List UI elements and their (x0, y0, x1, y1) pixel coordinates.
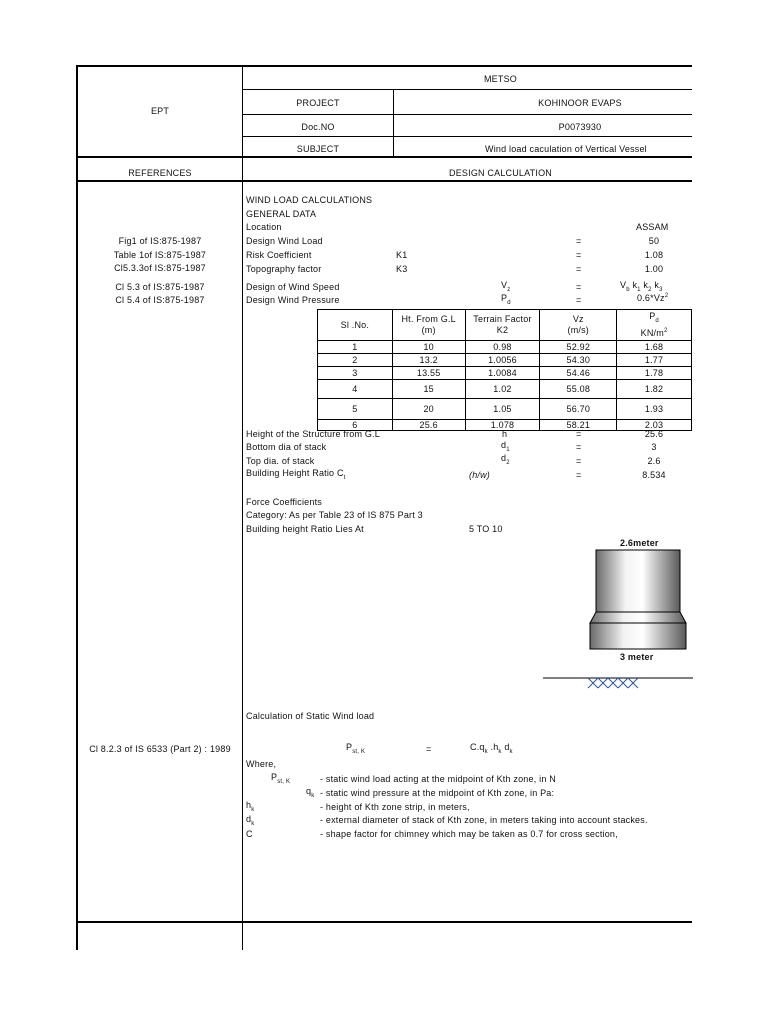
table-row (318, 367, 692, 380)
cell: 1.93 (617, 399, 692, 420)
formula-eq: = (426, 744, 432, 754)
top-dia-symbol: $d_2$ (501, 453, 510, 466)
force-category: Category: As per Table 23 of IS 875 Part 3 (246, 510, 423, 520)
frame-top-border (76, 65, 692, 67)
cell: 6 (318, 420, 393, 431)
formula-lhs: $P_{st, K}$ (346, 742, 366, 755)
def-hk-text: - height of Kth zone strip, in meters, (320, 802, 470, 812)
cell: 1.078 (465, 420, 540, 431)
wind-load-eq: = (576, 236, 582, 246)
reference-fig1: Fig1 of IS:875-1987 (118, 236, 202, 246)
header-bottom-border (76, 156, 692, 158)
cell: 4 (318, 380, 393, 399)
wind-load-label: Design Wind Load (246, 236, 323, 246)
stack-upper-section (596, 550, 680, 612)
header-sl-no: Sl .No. (318, 310, 393, 341)
wind-pressure-formula: 0.6*Vz$^2$ (637, 293, 669, 303)
wind-pressure-table (317, 309, 692, 431)
diagram-bottom-label: 3 meter (620, 652, 654, 662)
header-vz: Vz (m/s) (540, 310, 617, 341)
reference-table1: Table 1of IS:875-1987 (113, 250, 207, 260)
cell: 1.02 (465, 380, 540, 399)
stack-transition (590, 612, 686, 623)
reference-cl533: Cl5.3.3of IS:875-1987 (114, 263, 206, 273)
def-qk-text: - static wind pressure at the midpoint of Kth zone, in Pa: (320, 788, 555, 798)
cell: 5 (318, 399, 393, 420)
references-heading: REFERENCES (128, 168, 192, 178)
wind-speed-formula: $V_b$ $k_1$ $k_2$ $k_3$ (620, 280, 663, 293)
def-c-text: - shape factor for chimney which may be taken as 0.7 for cross section, (320, 829, 618, 839)
height-ratio-label: Building Height Ratio $C_t$ (246, 468, 346, 481)
header-pd: $P_d$ $KN/m^2$ (617, 310, 692, 341)
table-row (318, 354, 692, 367)
def-qk-symbol: $q_k$ (306, 786, 315, 799)
cell: 0.98 (465, 341, 540, 354)
cell: 10 (392, 341, 465, 354)
cell: 2 (318, 354, 393, 367)
table-row (318, 380, 692, 399)
location-label: Location (246, 222, 282, 232)
columns-bottom-border (76, 180, 692, 182)
bottom-dia-symbol: $d_1$ (501, 440, 510, 453)
docno-label: Doc.NO (301, 122, 335, 132)
cell: 54.30 (540, 354, 617, 367)
structure-height-value: 25.6 (644, 429, 664, 439)
cell: 2.03 (617, 420, 692, 431)
def-pst-symbol: $P_{st, K}$ (271, 772, 291, 785)
bottom-dia-value: 3 (651, 442, 657, 452)
wind-speed-label: Design of Wind Speed (246, 282, 340, 292)
cell: 1.05 (465, 399, 540, 420)
def-c-symbol: C (246, 829, 253, 839)
risk-coefficient-eq: = (576, 250, 582, 260)
wind-speed-symbol: $V_z$ (501, 280, 511, 293)
structure-height-eq: = (576, 429, 582, 439)
structure-height-symbol: h (502, 429, 508, 439)
frame-left-border (76, 65, 78, 950)
top-dia-eq: = (576, 456, 582, 466)
height-ratio-range-value: 5 TO 10 (469, 524, 503, 534)
diagram-top-label: 2.6meter (620, 538, 659, 548)
project-label: PROJECT (296, 98, 340, 108)
wind-speed-eq: = (576, 282, 582, 292)
location-value: ASSAM (636, 222, 669, 232)
height-ratio-symbol: (h/w) (469, 470, 490, 480)
table-header-row (318, 310, 692, 341)
def-pst-text: - static wind load acting at the midpoint of Kth zone, in N (320, 774, 556, 784)
topography-value: 1.00 (644, 264, 664, 274)
height-ratio-range-label: Building height Ratio Lies At (246, 524, 364, 534)
cell: 13.2 (392, 354, 465, 367)
def-hk-symbol: $h_k$ (246, 800, 255, 813)
topography-label: Topography factor (246, 264, 322, 274)
cell: 1.0084 (465, 367, 540, 380)
cell: 3 (318, 367, 393, 380)
table-row (318, 341, 692, 354)
height-ratio-eq: = (576, 470, 582, 480)
structure-height-label: Height of the Structure from G.L (246, 429, 380, 439)
cell: 13.55 (392, 367, 465, 380)
header-row-line-1 (243, 89, 692, 90)
subject-value: Wind load caculation of Vertical Vessel (485, 144, 647, 154)
cell: 1.0056 (465, 354, 540, 367)
header-terrain-factor: Terrain Factor K2 (465, 310, 540, 341)
section-title-wind-load: WIND LOAD CALCULATIONS (246, 195, 373, 205)
cell: 56.70 (540, 399, 617, 420)
top-dia-label: Top dia. of stack (246, 456, 315, 466)
bottom-dia-eq: = (576, 442, 582, 452)
cell: 1.68 (617, 341, 692, 354)
cell: 55.08 (540, 380, 617, 399)
section-title-general-data: GENERAL DATA (246, 209, 317, 219)
cell: 15 (392, 380, 465, 399)
header-height: Ht. From G.L (m) (392, 310, 465, 341)
cell: 54.46 (540, 367, 617, 380)
formula-rhs: $C.q_k$ $.h_k$ $d_k$ (470, 742, 513, 755)
design-calculation-heading: DESIGN CALCULATION (449, 168, 552, 178)
stack-diagram (540, 545, 700, 695)
column-divider (242, 65, 243, 950)
topography-symbol: K3 (396, 264, 408, 274)
cell: 25.6 (392, 420, 465, 431)
wind-pressure-label: Design Wind Pressure (246, 295, 340, 305)
header-row-line-3 (243, 136, 692, 137)
ept-label: EPT (150, 106, 170, 116)
project-value: KOHINOOR EVAPS (538, 98, 622, 108)
height-ratio-value: 8.534 (642, 470, 666, 480)
wind-pressure-eq: = (576, 295, 582, 305)
cell: 52.92 (540, 341, 617, 354)
reference-cl823: Cl 8.2.3 of IS 6533 (Part 2) : 1989 (89, 744, 231, 754)
company-name: METSO (483, 74, 517, 84)
risk-coefficient-label: Risk Coefficient (246, 250, 312, 260)
def-dk-text: - external diameter of stack of Kth zone, in meters taking into account stackes. (320, 815, 648, 825)
docno-value: P0073930 (558, 122, 602, 132)
stack-lower-section (590, 623, 686, 649)
wind-pressure-symbol: $P_d$ (501, 293, 511, 306)
wind-load-value: 50 (648, 236, 660, 246)
reference-cl53: Cl 5.3 of IS:875-1987 (115, 282, 205, 292)
subject-label: SUBJECT (296, 144, 340, 154)
where-label: Where, (246, 759, 277, 769)
header-row-line-2 (243, 114, 692, 115)
ground-hatch (588, 678, 638, 688)
table-row (318, 399, 692, 420)
force-coefficients-title: Force Coefficients (246, 497, 322, 507)
topography-eq: = (576, 264, 582, 274)
footer-border (76, 921, 692, 923)
risk-coefficient-value: 1.08 (644, 250, 664, 260)
cell: 58.21 (540, 420, 617, 431)
static-wind-title: Calculation of Static Wind load (246, 711, 375, 721)
top-dia-value: 2.6 (647, 456, 661, 466)
risk-coefficient-symbol: K1 (396, 250, 408, 260)
cell: 1.82 (617, 380, 692, 399)
bottom-dia-label: Bottom dia of stack (246, 442, 327, 452)
cell: 20 (392, 399, 465, 420)
reference-cl54: Cl 5.4 of IS:875-1987 (115, 295, 205, 305)
cell: 1.78 (617, 367, 692, 380)
def-dk-symbol: $d_k$ (246, 814, 255, 827)
cell: 1 (318, 341, 393, 354)
cell: 1.77 (617, 354, 692, 367)
